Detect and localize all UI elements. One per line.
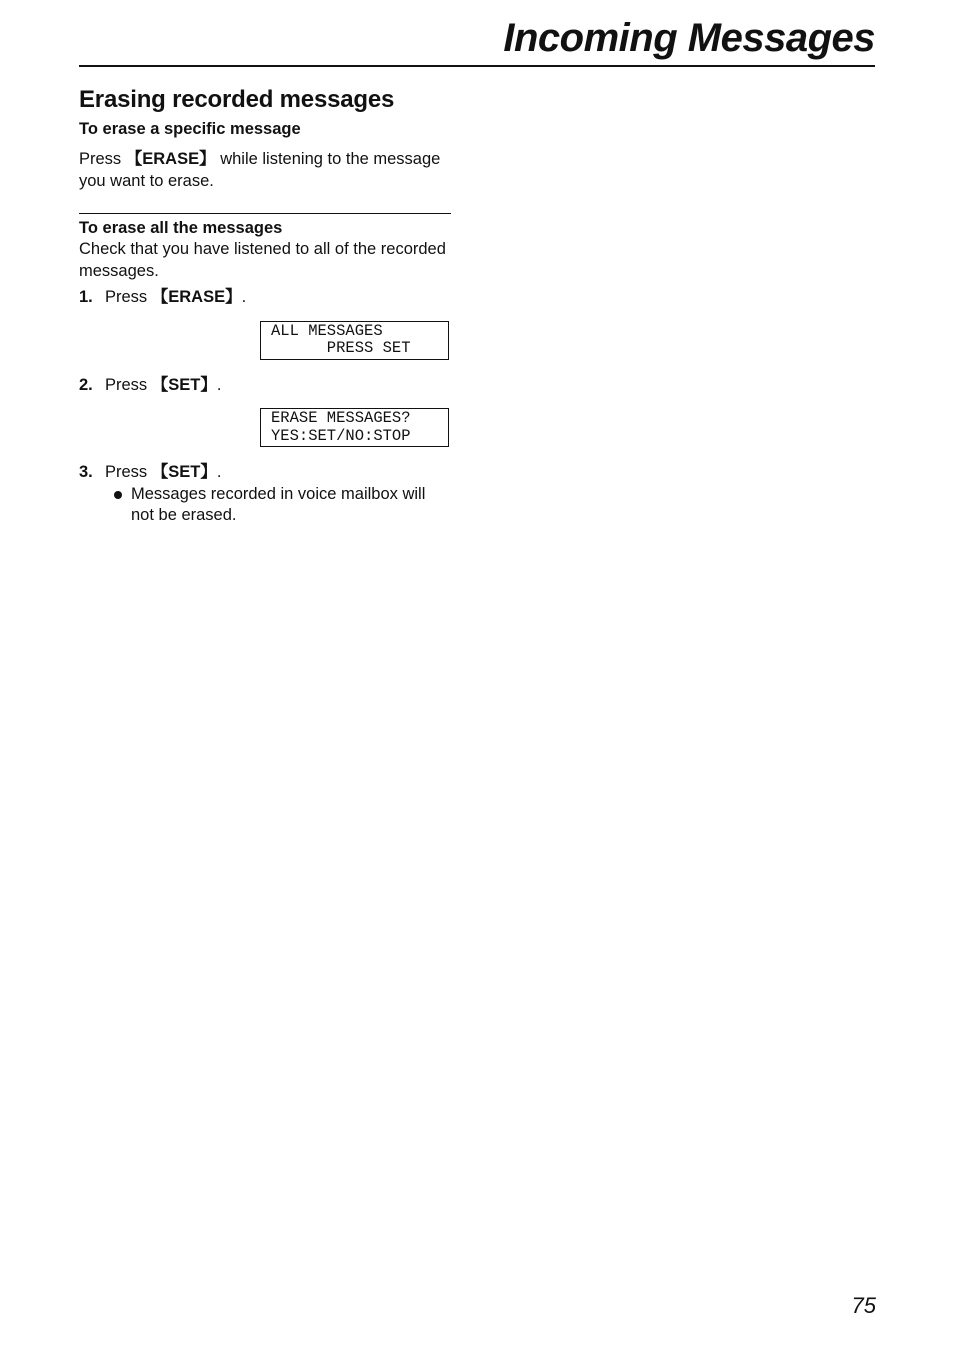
section-divider [79, 213, 451, 214]
all-heading: To erase all the messages [79, 219, 283, 237]
step-end: . [216, 375, 222, 394]
step-number: 2. [79, 375, 93, 394]
lcd-line: YES:SET/NO:STOP [271, 426, 411, 445]
specific-instruction [79, 149, 451, 192]
step-end: . [241, 288, 247, 306]
lcd-line: PRESS SET [271, 339, 411, 357]
step-press-text: Press [105, 288, 152, 306]
step-press-text: Press [105, 375, 152, 394]
header-rule [79, 65, 875, 67]
bullet-icon [114, 491, 122, 499]
content-column [79, 84, 451, 527]
lcd-line: ERASE MESSAGES? [271, 409, 411, 427]
set-key-label: 【SET】 [151, 463, 217, 481]
steps-list [79, 287, 451, 527]
lcd-display-all-messages [260, 321, 449, 360]
step-3-note [105, 484, 451, 527]
specific-press-text: Press [79, 150, 126, 168]
lcd-display-erase-messages [260, 408, 449, 447]
step-2 [79, 375, 451, 397]
all-intro: Check that you have listened to all of the recorded messages. [79, 240, 446, 280]
step-end: . [216, 463, 222, 481]
note-text: Messages recorded in voice mailbox will not be erased. [131, 484, 426, 524]
step-1 [79, 287, 451, 309]
specific-rest-text: while listening to the message you want to erase. [79, 150, 441, 190]
page-number: 75 [851, 1293, 876, 1318]
step-3 [79, 462, 451, 484]
chapter-title: Incoming Messages [503, 16, 875, 60]
erase-key-label: 【ERASE】 [125, 150, 216, 168]
erase-key-label: 【ERASE】 [151, 288, 242, 306]
step-number: 1. [79, 288, 93, 306]
step-press-text: Press [105, 463, 152, 481]
step-number: 3. [79, 463, 93, 481]
set-key-label: 【SET】 [151, 375, 217, 394]
lcd-line: ALL MESSAGES [271, 321, 383, 340]
specific-heading: To erase a specific message [79, 120, 301, 138]
section-title: Erasing recorded messages [79, 86, 395, 113]
